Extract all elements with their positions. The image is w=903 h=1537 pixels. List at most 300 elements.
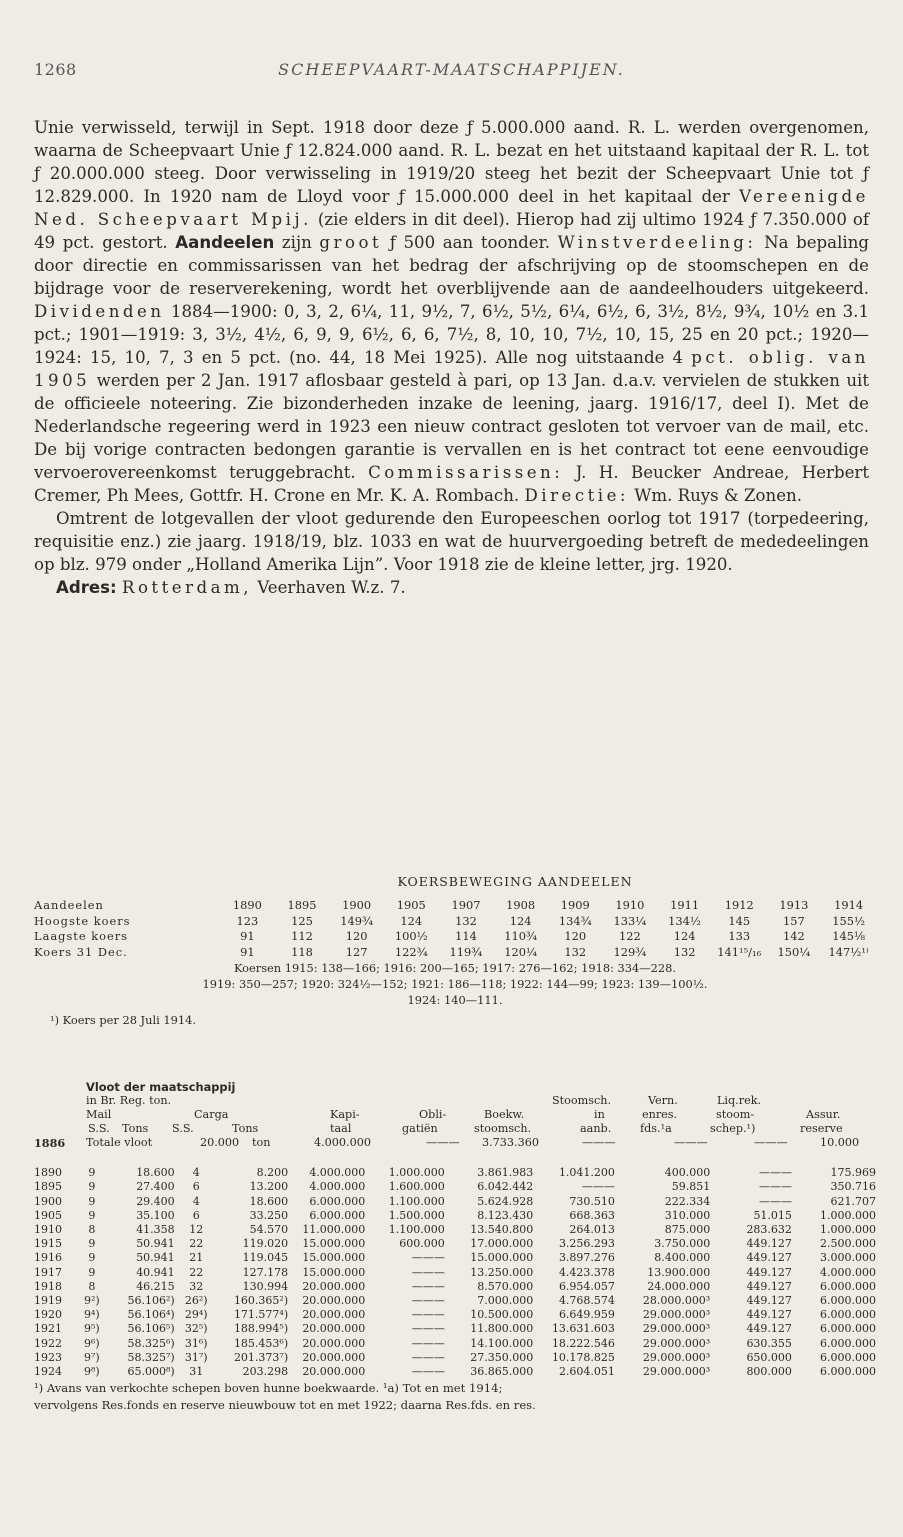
vloot-cell: 54.570: [249, 1223, 289, 1237]
vloot-cell: 4: [192, 1166, 200, 1180]
vloot-cell: 13.900.000: [647, 1265, 711, 1279]
vloot-cell: 1916: [34, 1251, 62, 1265]
vloot-cell: 22: [189, 1237, 204, 1251]
vloot-cell: 1895: [34, 1180, 62, 1194]
vloot-cell: ———: [411, 1265, 445, 1279]
vloot-cell: 6.042.442: [477, 1180, 534, 1194]
vloot-cell: 20.000.000: [302, 1322, 366, 1336]
vloot-cell: 175.969: [830, 1166, 876, 1180]
koers-cell: 119¾: [449, 944, 483, 959]
koersbeweging-title: KOERSBEWEGING AANDEELEN: [397, 874, 633, 889]
vloot-cell: 6.000.000: [309, 1194, 366, 1208]
vloot-cell: 1890: [34, 1166, 62, 1180]
vloot-cell: 18.600: [136, 1166, 175, 1180]
vloot-cell: 29.000.000³: [642, 1336, 711, 1350]
koers-footnote: ¹) Koers per 28 Juli 1914.: [50, 1013, 196, 1027]
vloot-cell: 59.851: [671, 1180, 711, 1194]
vloot-cell: 1923: [34, 1350, 62, 1364]
vloot-cell: 10.500.000: [470, 1308, 534, 1322]
text-fragment: ƒ 500 aan toonder.: [382, 233, 558, 252]
vloot-cell: 20.000.000: [302, 1279, 366, 1293]
address-street: Veerhaven W.z. 7.: [252, 578, 406, 597]
koers-table: [34, 898, 876, 960]
vloot-cell: 1920: [34, 1308, 62, 1322]
total-label: Totale vloot: [86, 1136, 153, 1150]
vloot-cell: 449.127: [746, 1279, 792, 1293]
vloot-cell: 4.000.000: [309, 1180, 366, 1194]
koers-cell: 110¾: [504, 929, 537, 943]
vloot-cell: 9: [88, 1180, 96, 1194]
address-city: Rotterdam,: [121, 578, 253, 597]
vloot-title: Vloot der maatschappij: [86, 1080, 236, 1094]
vloot-cell: 56.106⁵): [127, 1322, 175, 1336]
vloot-cell: 4: [192, 1194, 200, 1208]
vloot-row: [34, 1195, 876, 1209]
vloot-cell: 6.000.000: [820, 1279, 876, 1293]
header-schep: schep.¹): [710, 1122, 756, 1136]
vloot-cell: 600.000: [399, 1237, 445, 1251]
vloot-cell: 56.106²): [127, 1294, 175, 1308]
vloot-cell: 6.000.000: [820, 1336, 876, 1350]
vloot-cell: 6.000.000: [820, 1350, 876, 1364]
vloot-cell: ———: [411, 1336, 445, 1350]
text-fragment: Unie verwisseld, terwijl in Sept. 1918 door deze ƒ 5.000.000 aand. R. L. werden overgenomen, waarna de Scheepvaart Unie ƒ 12.824.000 aand. R. L. bezat en het uitstaand kapitaal der R. L. tot ƒ 20.000.000 steeg. Door verwisseling in 1919/20 steeg het bezit der Scheepvaart Unie tot ƒ 12.829.000. In 1920 nam de Lloyd voor ƒ 15.000.000 deel in het kapitaal der: [34, 118, 869, 206]
text-fragment: Wm. Ruys & Zonen.: [629, 486, 803, 505]
vloot-cell: ———: [411, 1365, 445, 1379]
paragraph-fleet-war: Omtrent de lotgevallen der vloot gedurende den Europeeschen oorlog tot 1917 (torpedeering, requisitie enz.) zie jaarg. 1918/19, blz. 1033 en wat de huurvergoeding betreft de mededeelingen op blz. 979 onder „Holland Amerika Lijn”. Voor 1918 zie de kleine letter, jrg. 1920.: [34, 509, 869, 574]
vloot-cell: 127.178: [242, 1265, 289, 1279]
vloot-cell: 11.000.000: [302, 1223, 366, 1237]
text-fragment: J. H. Beucker Andreae, Herbert Cremer, Ph Mees, Gottfr. H. Crone en Mr. K. A. Rombach.: [34, 463, 870, 505]
vloot-cell: 32: [189, 1279, 204, 1293]
vloot-cell: 12: [189, 1223, 204, 1237]
vloot-header: [34, 1094, 876, 1166]
vloot-cell: 188.994⁵): [233, 1322, 289, 1336]
koers-row: [34, 929, 876, 945]
total-boekw: 3.733.360: [482, 1136, 539, 1150]
koers-cell: 120: [564, 929, 587, 943]
vloot-cell: 18.222.546: [551, 1336, 615, 1350]
total-stoomsch: ———: [582, 1136, 616, 1150]
spaced-directie: Directie:: [524, 486, 630, 505]
header-kapi: Kapi-: [330, 1108, 360, 1122]
koers-cell: 1890: [232, 898, 262, 912]
vloot-section: [34, 1080, 876, 1413]
address-line: [34, 576, 869, 599]
vloot-cell: 15.000.000: [302, 1251, 366, 1265]
vloot-cell: 13.200: [249, 1180, 289, 1194]
body-text: [34, 116, 869, 599]
header-enres: enres.: [642, 1108, 678, 1122]
header-in: in: [594, 1108, 605, 1122]
vloot-cell: 20.000.000: [302, 1365, 366, 1379]
vloot-cell: 65.000⁸): [127, 1365, 175, 1379]
vloot-row: [34, 1365, 876, 1379]
vloot-cell: ———: [758, 1194, 792, 1208]
vloot-cell: 13.250.000: [470, 1265, 534, 1279]
spaced-winstverdeeling: Winstverdeeling:: [557, 233, 757, 252]
page-number: 1268: [34, 60, 77, 79]
vloot-cell: 9⁴): [84, 1308, 100, 1322]
koers-cell: 124: [509, 913, 532, 928]
header-stoomsch: Stoomsch.: [552, 1094, 612, 1108]
vloot-cell: 17.000.000: [470, 1237, 534, 1251]
vloot-cell: 14.100.000: [470, 1336, 534, 1350]
heading-aandeelen: Aandeelen: [175, 233, 275, 252]
vloot-footnote-1: ¹) Avans van verkochte schepen boven hunne boekwaarde. ¹a) Tot en met 1914;: [34, 1381, 503, 1396]
vloot-cell: 119.045: [242, 1251, 289, 1265]
vloot-cell: ———: [758, 1166, 792, 1180]
vloot-cell: 2.500.000: [820, 1237, 876, 1251]
koers-cell: 124: [673, 929, 696, 943]
total-year: 1886: [34, 1136, 66, 1151]
vloot-cell: ———: [411, 1350, 445, 1364]
vloot-cell: ———: [411, 1279, 445, 1293]
koers-cell: 122¾: [394, 944, 428, 959]
vloot-row: [34, 1209, 876, 1223]
vloot-cell: 9: [88, 1251, 96, 1265]
page-header: [34, 60, 869, 86]
vloot-cell: 449.127: [746, 1322, 792, 1336]
vloot-cell: 20.000.000: [302, 1308, 366, 1322]
koers-cell: 133¼: [613, 913, 647, 928]
koers-cell: 127: [345, 944, 368, 959]
vloot-cell: 9: [88, 1208, 96, 1222]
header-ss-carga: S.S.: [172, 1122, 194, 1136]
vloot-cell: 201.373⁷): [233, 1350, 289, 1364]
vloot-cell: 22: [189, 1265, 204, 1279]
vloot-cell: 6.000.000: [820, 1308, 876, 1322]
vloot-cell: 46.215: [136, 1279, 175, 1293]
vloot-cell: 3.750.000: [654, 1237, 711, 1251]
vloot-cell: 4.423.378: [558, 1265, 615, 1279]
vloot-cell: 33.250: [249, 1208, 289, 1222]
vloot-row: [34, 1294, 876, 1308]
vloot-cell: 203.298: [242, 1365, 289, 1379]
koers-cell: 1895: [287, 898, 317, 912]
vloot-cell: 9: [88, 1237, 96, 1251]
text-fragment: Na bepaling door directie en commissarissen van het bedrag der afschrijving op de stoomschepen en de bijdrage voor de reserverekening, wordt het overblijvende aan de aandeelhouders uitgekeerd.: [34, 233, 869, 298]
koers-cell: 91: [240, 929, 255, 943]
vloot-cell: 20.000.000: [302, 1336, 366, 1350]
vloot-cell: 27.350.000: [470, 1350, 534, 1364]
koersen-line-3: 1924: 140—111.: [407, 993, 503, 1007]
vloot-row: [34, 1337, 876, 1351]
koers-cell: 100½: [394, 929, 428, 943]
header-stoom: stoom-: [716, 1108, 755, 1122]
vloot-cell: 1915: [34, 1237, 62, 1251]
header-mail: Mail: [86, 1108, 112, 1122]
spaced-dividenden: Dividenden: [34, 302, 165, 321]
vloot-cell: 10.178.825: [551, 1350, 615, 1364]
header-tons-mail: Tons: [122, 1122, 149, 1136]
koers-cell: 123: [236, 913, 259, 928]
koers-cell: 129¾: [613, 944, 647, 959]
header-ss-mail: S.S.: [88, 1122, 110, 1136]
koers-cell: 114: [455, 929, 477, 943]
vloot-cell: 9⁶): [84, 1336, 100, 1350]
vloot-cell: 730.510: [569, 1194, 615, 1208]
vloot-cell: 3.897.276: [558, 1251, 615, 1265]
vloot-cell: 58.325⁶): [127, 1336, 175, 1350]
vloot-cell: 6.000.000: [820, 1322, 876, 1336]
koers-cell: 125: [291, 913, 313, 928]
running-title: SCHEEPVAART-MAATSCHAPPIJEN.: [278, 60, 625, 79]
koers-cell: 1913: [779, 898, 809, 912]
vloot-cell: 668.363: [569, 1208, 615, 1222]
koers-cell: 150¼: [777, 944, 811, 959]
vloot-cell: 1919: [34, 1294, 62, 1308]
vloot-cell: 50.941: [136, 1251, 175, 1265]
vloot-row: [34, 1322, 876, 1336]
total-vern: ———: [674, 1136, 708, 1150]
vloot-cell: 24.000.000: [647, 1279, 711, 1293]
vloot-cell: 1900: [34, 1194, 62, 1208]
vloot-cell: 3.861.983: [477, 1166, 534, 1180]
koers-row-label: Aandeelen: [34, 898, 104, 912]
vloot-cell: 29.400: [136, 1194, 175, 1208]
vloot-cell: 1922: [34, 1336, 62, 1350]
vloot-cell: ———: [758, 1180, 792, 1194]
vloot-cell: 1.000.000: [820, 1223, 876, 1237]
vloot-cell: 32⁵): [184, 1322, 208, 1336]
vloot-cell: 449.127: [746, 1265, 792, 1279]
koersen-line-2: 1919: 350—257; 1920: 324½—152; 1921: 186—118; 1922: 144—99; 1923: 139—100½.: [202, 977, 708, 991]
vloot-row: [34, 1223, 876, 1237]
vloot-cell: 21: [189, 1251, 204, 1265]
text-fragment: zijn: [274, 233, 320, 252]
vloot-cell: 8.200: [256, 1166, 289, 1180]
koers-cell: 145: [728, 913, 751, 928]
vloot-cell: 1917: [34, 1265, 62, 1279]
koers-row: [34, 898, 876, 914]
header-liqrek: Liq.rek.: [717, 1094, 762, 1108]
vloot-cell: 51.015: [753, 1208, 792, 1222]
koers-cell: 132: [455, 913, 477, 928]
header-tons-carga: Tons: [232, 1122, 259, 1136]
vloot-cell: 35.100: [136, 1208, 175, 1222]
vloot-cell: 29.000.000³: [642, 1365, 711, 1379]
spaced-company-name: Vereenigde Ned. Scheepvaart Mpij.: [34, 187, 869, 229]
vloot-cell: 9: [88, 1166, 96, 1180]
koers-cell: 124: [400, 913, 423, 928]
vloot-cell: 15.000.000: [470, 1251, 534, 1265]
koers-cell: 149¾: [340, 913, 374, 928]
header-reserve: reserve: [800, 1122, 843, 1136]
koers-cell: 122: [619, 929, 641, 943]
header-assur: Assur.: [806, 1108, 841, 1122]
header-boekw: Boekw.: [484, 1108, 525, 1122]
vloot-cell: 9⁸): [84, 1365, 100, 1379]
koers-cell: 1905: [396, 898, 426, 912]
vloot-cell: 11.800.000: [470, 1322, 534, 1336]
vloot-cell: 8: [88, 1223, 96, 1237]
koers-cell: 141¹⁵/₁₆: [717, 944, 762, 959]
header-boekw-stoomsch: stoomsch.: [474, 1122, 532, 1136]
vloot-cell: 50.941: [136, 1237, 175, 1251]
vloot-cell: 130.994: [242, 1279, 289, 1293]
vloot-cell: 3.256.293: [558, 1237, 615, 1251]
text-fragment: 1884—1900: 0, 3, 2, 6¼, 11, 9½, 7, 6½, 5½, 6¼, 6½, 6, 3½, 8½, 9¾, 10½ en 3.1 pct.; 1901—1919: 3, 3½, 4½, 6, 9, 9, 6½, 6, 6, 7½, 8, 10, 10, 7½, 10, 15, 25 en 20 pct.; 1920—1924: 15, 10, 7, 3 en 5 pct. (no. 44, 18 Mei 1925). Alle nog uitstaande 4: [34, 302, 869, 367]
vloot-cell: 1.500.000: [388, 1208, 445, 1222]
vloot-cell: 185.453⁶): [233, 1336, 289, 1350]
vloot-cell: 13.540.800: [470, 1223, 534, 1237]
vloot-cell: 160.365²): [233, 1294, 289, 1308]
vloot-cell: 31: [189, 1365, 204, 1379]
koers-row-label: Koers 31 Dec.: [34, 944, 128, 959]
vloot-cell: 621.707: [830, 1194, 876, 1208]
vloot-cell: 8.570.000: [477, 1279, 534, 1293]
vloot-cell: 449.127: [746, 1251, 792, 1265]
vloot-cell: 2.604.051: [558, 1365, 615, 1379]
vloot-cell: ———: [581, 1180, 615, 1194]
vloot-cell: 31⁶): [184, 1336, 208, 1350]
vloot-cell: 9: [88, 1194, 96, 1208]
vloot-cell: ———: [411, 1294, 445, 1308]
heading-adres: Adres:: [56, 578, 117, 597]
vloot-cell: ———: [411, 1308, 445, 1322]
koers-cell: 112: [291, 929, 313, 943]
vloot-cell: 6.649.959: [558, 1308, 615, 1322]
koers-cell: 157: [783, 913, 805, 928]
vloot-cell: 1905: [34, 1208, 62, 1222]
koers-cell: 134½: [668, 913, 701, 928]
vloot-cell: 400.000: [664, 1166, 711, 1180]
vloot-cell: 7.000.000: [477, 1294, 534, 1308]
koers-row-label: Laagste koers: [34, 929, 129, 943]
koersen-line-1: Koersen 1915: 138—166; 1916: 200—165; 1917: 276—162; 1918: 334—228.: [233, 961, 677, 975]
koers-cell: 145⅛: [832, 929, 865, 943]
vloot-cell: 29.000.000³: [642, 1322, 711, 1336]
vloot-cell: 1.100.000: [388, 1194, 445, 1208]
koers-cell: 91: [240, 944, 255, 959]
vloot-cell: 5.624.928: [477, 1194, 534, 1208]
vloot-row: [34, 1166, 876, 1180]
vloot-cell: 283.632: [746, 1223, 792, 1237]
vloot-cell: 650.000: [746, 1350, 792, 1364]
vloot-cell: 449.127: [746, 1294, 792, 1308]
koers-cell: 132: [564, 944, 587, 959]
vloot-row: [34, 1180, 876, 1194]
vloot-cell: 41.358: [136, 1223, 175, 1237]
koersbeweging-section: [34, 874, 876, 1028]
vloot-row: [34, 1237, 876, 1251]
vloot-cell: 6.954.057: [558, 1279, 615, 1293]
koers-cell: 134¾: [558, 913, 592, 928]
vloot-row: [34, 1308, 876, 1322]
vloot-cell: 1.000.000: [388, 1166, 445, 1180]
koers-cell: 147½¹⁾: [828, 944, 869, 959]
vloot-cell: 58.325⁷): [127, 1350, 175, 1364]
koers-row-label: Hoogste koers: [34, 913, 131, 928]
koers-cell: 120¼: [504, 944, 537, 959]
vloot-cell: 9⁵): [84, 1322, 100, 1336]
koers-row: [34, 914, 876, 930]
vloot-cell: 9⁷): [84, 1350, 100, 1364]
vloot-cell: 1918: [34, 1279, 62, 1293]
text-fragment: werden per 2 Jan. 1917 aflosbaar gesteld à pari, op 13 Jan. d.a.v. vervielen de stukken uit de officieele noteering. Zie bizonderheden inzake de leening, jaarg. 1916/17, deel I). Met de Nederlandsche regeering werd in 1923 een nieuw contract gesloten tot vervoer van de mail, etc. De bij vorige contracten bedongen garantie is vervallen en is het contract tot eene eenvoudige vervoerovereenkomst teruggebracht.: [34, 371, 869, 482]
vloot-cell: 9²): [84, 1294, 100, 1308]
koers-cell: 133: [728, 929, 751, 943]
vloot-cell: 26²): [184, 1294, 208, 1308]
vloot-cell: 20.000.000: [302, 1294, 366, 1308]
vloot-row: [34, 1266, 876, 1280]
vloot-cell: 6: [192, 1208, 200, 1222]
vloot-cell: 31⁷): [184, 1350, 208, 1364]
vloot-cell: 6.000.000: [309, 1208, 366, 1222]
total-assur: 10.000: [820, 1136, 860, 1150]
koers-cell: 1907: [451, 898, 481, 912]
koers-cell: 1912: [724, 898, 754, 912]
spaced-obligaties: pct. oblig. van 1905: [34, 348, 869, 390]
vloot-cell: 36.865.000: [470, 1365, 534, 1379]
total-liq: ———: [754, 1136, 788, 1150]
header-carga: Carga: [194, 1108, 229, 1122]
koers-cell: 118: [291, 944, 313, 959]
total-obli: ———: [426, 1136, 460, 1150]
koers-cell: 120: [345, 929, 368, 943]
koers-cell: 132: [673, 944, 696, 959]
vloot-cell: 875.000: [664, 1223, 711, 1237]
koers-cell: 142: [783, 929, 805, 943]
vloot-cell: 18.600: [249, 1194, 289, 1208]
vloot-cell: 222.334: [664, 1194, 711, 1208]
header-gatien: gatiën: [402, 1122, 438, 1136]
vloot-cell: 1921: [34, 1322, 62, 1336]
header-aanb: aanb.: [580, 1122, 612, 1136]
header-in-br: in Br. Reg. ton.: [86, 1094, 172, 1108]
vloot-cell: 9: [88, 1265, 96, 1279]
vloot-cell: 6.000.000: [820, 1294, 876, 1308]
vloot-cell: 8.123.430: [477, 1208, 534, 1222]
vloot-cell: 310.000: [664, 1208, 711, 1222]
header-fds: fds.¹a: [640, 1122, 672, 1136]
koers-cell: 1900: [342, 898, 372, 912]
vloot-cell: 8: [88, 1279, 96, 1293]
vloot-cell: 1.600.000: [388, 1180, 445, 1194]
vloot-cell: 1910: [34, 1223, 62, 1237]
koers-cell: 1908: [506, 898, 536, 912]
vloot-cell: 264.013: [569, 1223, 615, 1237]
spaced-groot: groot: [319, 233, 383, 252]
vloot-cell: 15.000.000: [302, 1237, 366, 1251]
text-fragment: (zie elders in dit deel). Hierop had zij ultimo 1924 ƒ 7.350.000 of 49 pct. gestort.: [34, 210, 870, 252]
vloot-cell: 28.000.000³: [642, 1294, 711, 1308]
total-kapitaal: 4.000.000: [314, 1136, 371, 1150]
vloot-cell: 56.106⁴): [127, 1308, 175, 1322]
vloot-cell: 6.000.000: [820, 1365, 876, 1379]
koers-cell: 1914: [834, 898, 864, 912]
vloot-cell: 8.400.000: [654, 1251, 711, 1265]
vloot-cell: 29.000.000³: [642, 1308, 711, 1322]
vloot-cell: 6: [192, 1180, 200, 1194]
vloot-cell: 27.400: [136, 1180, 175, 1194]
vloot-cell: 800.000: [746, 1365, 792, 1379]
vloot-cell: 29.000.000³: [642, 1350, 711, 1364]
vloot-cell: 40.941: [136, 1265, 175, 1279]
vloot-cell: 20.000.000: [302, 1350, 366, 1364]
vloot-cell: 1.000.000: [820, 1208, 876, 1222]
header-obli: Obli-: [419, 1108, 447, 1122]
vloot-cell: 119.020: [242, 1237, 289, 1251]
header-taal: taal: [330, 1122, 352, 1136]
vloot-cell: 171.577⁴): [233, 1308, 289, 1322]
vloot-cell: 1.100.000: [388, 1223, 445, 1237]
vloot-table: [34, 1152, 876, 1379]
vloot-cell: 4.000.000: [309, 1166, 366, 1180]
vloot-cell: ———: [411, 1251, 445, 1265]
vloot-cell: 350.716: [830, 1180, 876, 1194]
